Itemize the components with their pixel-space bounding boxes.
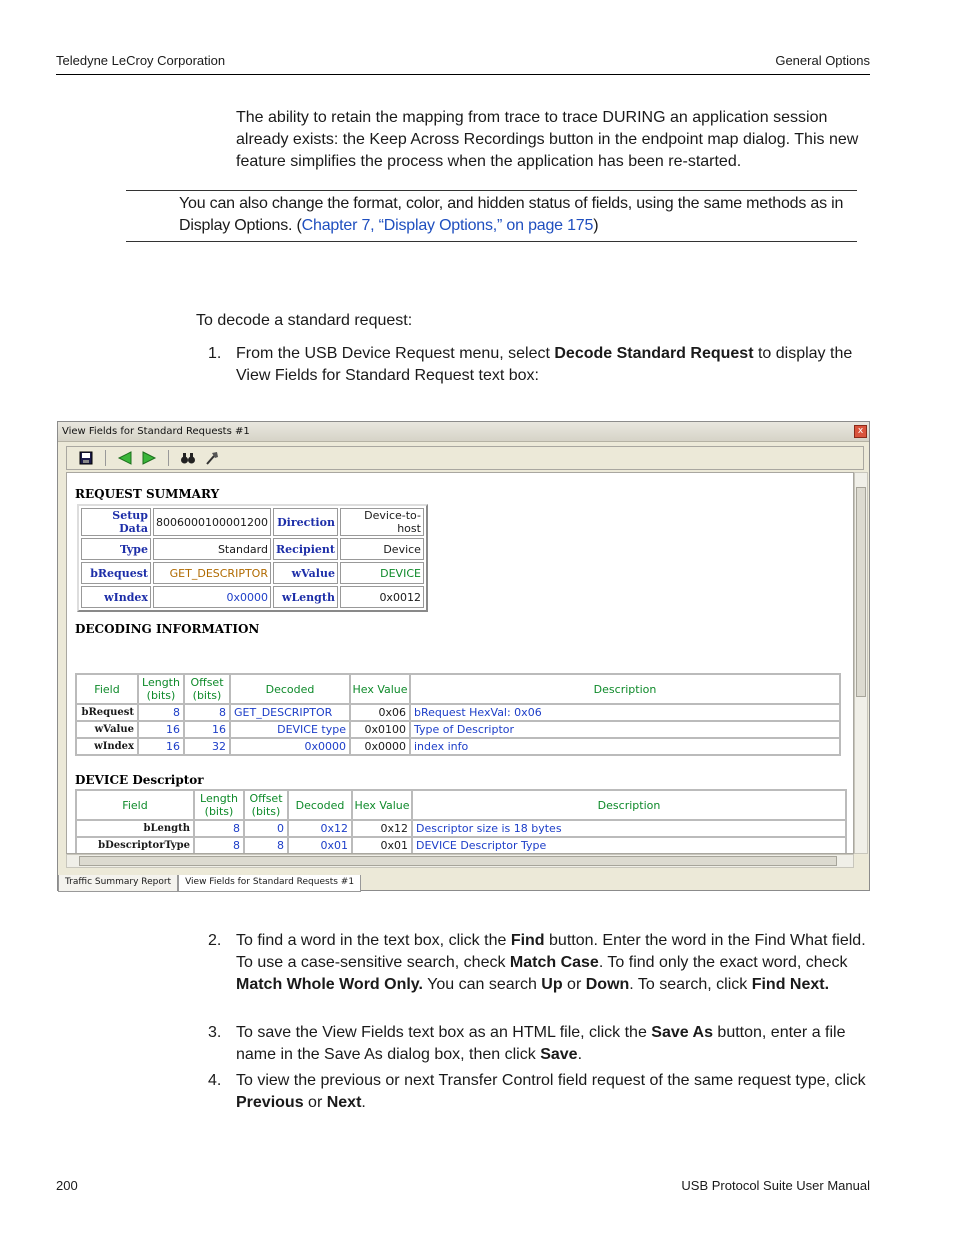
table-row bbox=[76, 837, 846, 854]
cell-length: 8 bbox=[194, 837, 244, 854]
close-button[interactable]: x bbox=[854, 425, 867, 438]
cell-field: wValue bbox=[76, 721, 138, 738]
note-box bbox=[126, 190, 857, 242]
step-number: 1. bbox=[208, 345, 222, 362]
lead-text: To decode a standard request: bbox=[196, 312, 413, 329]
page-number: 200 bbox=[56, 1178, 78, 1193]
page-footer bbox=[56, 1178, 870, 1193]
decoding-table bbox=[75, 673, 841, 756]
step-1 bbox=[208, 343, 868, 387]
col-description: Description bbox=[410, 674, 840, 704]
table-row bbox=[81, 508, 424, 536]
col-offset: Offset (bits) bbox=[244, 790, 288, 820]
step-3 bbox=[208, 1022, 868, 1066]
step-number: 2. bbox=[208, 932, 222, 949]
type-value: Standard bbox=[153, 538, 271, 560]
cell-field: bLength bbox=[76, 820, 194, 837]
tab-strip bbox=[58, 875, 869, 892]
type-label: Type bbox=[81, 538, 151, 560]
manual-title: USB Protocol Suite User Manual bbox=[681, 1178, 870, 1193]
setup-data-value: 8006000100001200 bbox=[153, 508, 271, 536]
decoding-heading: DECODING INFORMATION bbox=[75, 622, 260, 636]
cell-decoded: 0x12 bbox=[288, 820, 352, 837]
step-number: 4. bbox=[208, 1072, 222, 1089]
recipient-value: Device bbox=[340, 538, 424, 560]
table-header-row bbox=[76, 790, 846, 820]
note-text: You can also change the format, color, and hidden status of fields, using the same methods as in Display Options. ( bbox=[179, 195, 844, 234]
cell-length: 8 bbox=[138, 704, 184, 721]
cell-offset: 8 bbox=[184, 704, 230, 721]
summary-heading: REQUEST SUMMARY bbox=[75, 487, 220, 501]
cell-field: bRequest bbox=[76, 704, 138, 721]
cell-offset: 8 bbox=[244, 837, 288, 854]
tab-traffic-summary[interactable]: Traffic Summary Report bbox=[58, 875, 178, 892]
wlength-label: wLength bbox=[273, 586, 338, 608]
col-hex: Hex Value bbox=[352, 790, 412, 820]
cell-description: Type of Descriptor bbox=[410, 721, 840, 738]
page-header bbox=[56, 53, 870, 75]
table-row bbox=[76, 704, 840, 721]
scroll-thumb[interactable] bbox=[856, 487, 866, 697]
table-row bbox=[81, 586, 424, 608]
tab-view-fields[interactable]: View Fields for Standard Requests #1 bbox=[178, 875, 361, 892]
chapter-link[interactable]: Chapter 7, “Display Options,” on page 175 bbox=[301, 217, 594, 234]
direction-label: Direction bbox=[273, 508, 338, 536]
cell-offset: 0 bbox=[244, 820, 288, 837]
cell-length: 8 bbox=[194, 820, 244, 837]
setup-data-label: Setup Data bbox=[81, 508, 151, 536]
table-row bbox=[76, 738, 840, 755]
step-4 bbox=[208, 1070, 868, 1114]
header-company: Teledyne LeCroy Corporation bbox=[56, 53, 226, 68]
cell-hex: 0x12 bbox=[352, 820, 412, 837]
cell-offset: 32 bbox=[184, 738, 230, 755]
col-decoded: Decoded bbox=[230, 674, 350, 704]
cell-decoded: 0x01 bbox=[288, 837, 352, 854]
table-row bbox=[81, 562, 424, 584]
cell-hex: 0x0100 bbox=[350, 721, 410, 738]
cell-length: 16 bbox=[138, 721, 184, 738]
col-description: Description bbox=[412, 790, 846, 820]
previous-icon[interactable] bbox=[116, 449, 134, 467]
toolbar-separator bbox=[105, 450, 106, 466]
wvalue-value: DEVICE bbox=[340, 562, 424, 584]
scroll-thumb[interactable] bbox=[79, 856, 837, 866]
cell-description: index info bbox=[410, 738, 840, 755]
report-content bbox=[66, 472, 854, 854]
save-icon[interactable] bbox=[77, 449, 95, 467]
cell-description: bRequest HexVal: 0x06 bbox=[410, 704, 840, 721]
view-fields-window bbox=[57, 421, 870, 891]
windex-value: 0x0000 bbox=[153, 586, 271, 608]
cell-hex: 0x0000 bbox=[350, 738, 410, 755]
cell-decoded: DEVICE type bbox=[230, 721, 350, 738]
toolbar bbox=[66, 446, 864, 470]
step-text: To find a word in the text box, click the Find button. Enter the word in the Find What field. To use a case-sensitive search, check Match Case. To find only the exact word, check Match Whole Word Only. You can search Up or Down. To search, click Find Next. bbox=[236, 932, 866, 993]
device-descriptor-table bbox=[75, 789, 847, 854]
note-text-end: ) bbox=[593, 217, 599, 234]
col-field: Field bbox=[76, 790, 194, 820]
step-text: To view the previous or next Transfer Control field request of the same request type, click Previous or Next. bbox=[236, 1072, 866, 1111]
cell-description: DEVICE Descriptor Type bbox=[412, 837, 846, 854]
cell-description: Descriptor size is 18 bytes bbox=[412, 820, 846, 837]
horizontal-scrollbar[interactable] bbox=[66, 854, 854, 868]
wvalue-label: wValue bbox=[273, 562, 338, 584]
col-offset: Offset (bits) bbox=[184, 674, 230, 704]
recipient-label: Recipient bbox=[273, 538, 338, 560]
windex-label: wIndex bbox=[81, 586, 151, 608]
step-number: 3. bbox=[208, 1024, 222, 1041]
cell-field: bDescriptorType bbox=[76, 837, 194, 854]
device-descriptor-heading: DEVICE Descriptor bbox=[75, 773, 204, 787]
request-summary-table bbox=[77, 504, 428, 612]
settings-tool-icon[interactable] bbox=[203, 449, 221, 467]
cell-length: 16 bbox=[138, 738, 184, 755]
col-decoded: Decoded bbox=[288, 790, 352, 820]
cell-field: wIndex bbox=[76, 738, 138, 755]
wlength-value: 0x0012 bbox=[340, 586, 424, 608]
step-2 bbox=[208, 930, 868, 996]
next-icon[interactable] bbox=[140, 449, 158, 467]
table-header-row bbox=[76, 674, 840, 704]
direction-value: Device-to-host bbox=[340, 508, 424, 536]
toolbar-separator bbox=[168, 450, 169, 466]
step-text: From the USB Device Request menu, select Decode Standard Request to display the View Fields for Standard Request text box: bbox=[236, 345, 853, 384]
table-row bbox=[76, 721, 840, 738]
window-title: View Fields for Standard Requests #1 bbox=[62, 426, 250, 437]
cell-decoded: GET_DESCRIPTOR bbox=[230, 704, 350, 721]
cell-offset: 16 bbox=[184, 721, 230, 738]
cell-decoded: 0x0000 bbox=[230, 738, 350, 755]
header-section: General Options bbox=[775, 53, 870, 68]
col-field: Field bbox=[76, 674, 138, 704]
vertical-scrollbar[interactable] bbox=[854, 472, 868, 854]
cell-hex: 0x01 bbox=[352, 837, 412, 854]
brequest-label: bRequest bbox=[81, 562, 151, 584]
table-row bbox=[76, 820, 846, 837]
intro-paragraph: The ability to retain the mapping from trace to trace DURING an application session already exists: the Keep Across Recordings button in the endpoint map dialog. This new feature simplifies the process when the application has been re-started. bbox=[236, 109, 859, 170]
col-length: Length (bits) bbox=[138, 674, 184, 704]
step-text: To save the View Fields text box as an HTML file, click the Save As button, enter a file name in the Save As dialog box, then click Save. bbox=[236, 1024, 846, 1063]
brequest-value: GET_DESCRIPTOR bbox=[153, 562, 271, 584]
window-titlebar bbox=[58, 422, 869, 442]
table-row bbox=[81, 538, 424, 560]
col-length: Length (bits) bbox=[194, 790, 244, 820]
cell-hex: 0x06 bbox=[350, 704, 410, 721]
col-hex: Hex Value bbox=[350, 674, 410, 704]
find-icon[interactable] bbox=[179, 449, 197, 467]
